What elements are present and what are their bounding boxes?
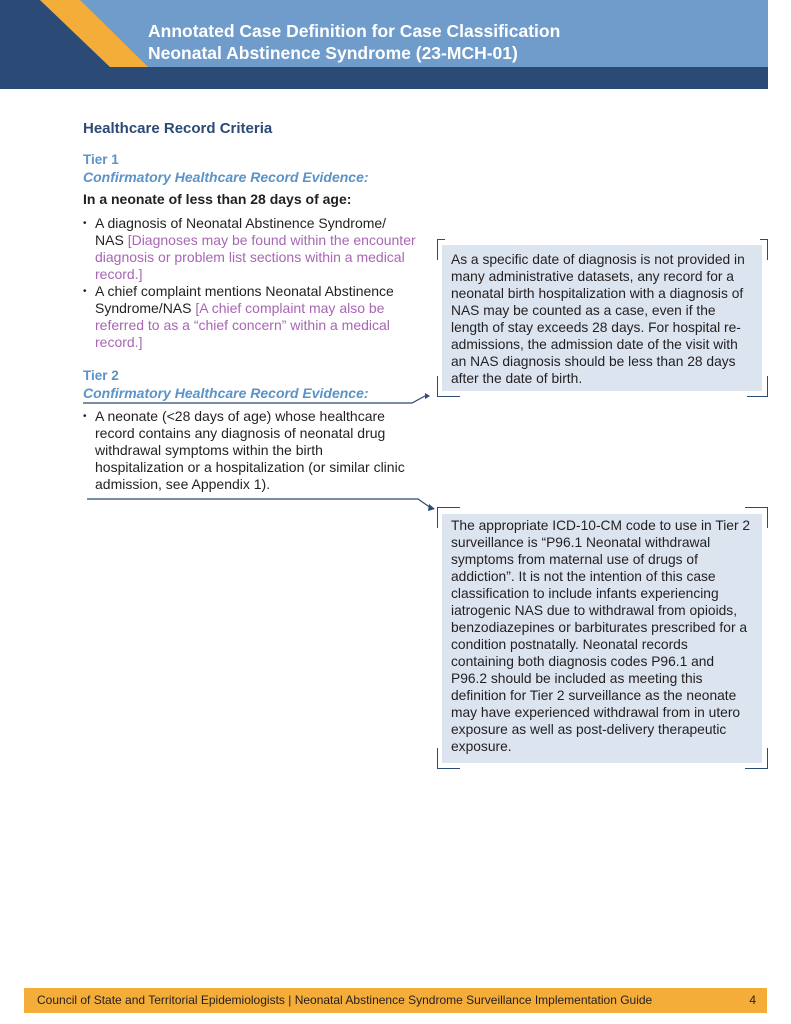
bullet-text: A diagnosis of Neonatal Abstinence Syndrome/ NAS <box>95 215 387 248</box>
bullet-note: [A chief complaint may also be referred to as a “chief concern” within a medical record.] <box>95 300 390 350</box>
connector-line-2 <box>87 499 431 508</box>
bullet-text: A chief complaint mentions Neonatal Abstinence Syndrome/NAS <box>95 283 394 316</box>
tier1-lead: In a neonate of less than 28 days of age: <box>83 191 352 207</box>
tier1-label: Tier 1 <box>83 152 119 167</box>
page-number: 4 <box>749 993 756 1007</box>
connector-arrow-2 <box>428 504 435 511</box>
footer-text: Council of State and Territorial Epidemiologists | Neonatal Abstinence Syndrome Surveillance Implementation Guide <box>37 993 653 1007</box>
connector-line-1 <box>83 396 425 403</box>
bullet-text: A neonate (<28 days of age) whose healthcare record contains any diagnosis of neonatal drug withdrawal symptoms within the birth hospitalization or a hospitalization (or similar clinic admission, see Appendix 1). <box>95 408 405 492</box>
bullet-note: [Diagnoses may be found within the encounter diagnosis or problem list sections within a medical record.] <box>95 232 416 282</box>
tier2-subtitle: Confirmatory Healthcare Record Evidence: <box>83 385 369 401</box>
tier2-label: Tier 2 <box>83 368 119 383</box>
section-title: Healthcare Record Criteria <box>83 120 273 137</box>
callout-box-2 <box>442 514 762 763</box>
document-title-line2: Neonatal Abstinence Syndrome (23-MCH-01) <box>148 43 518 63</box>
page-footer <box>24 988 767 1013</box>
document-title-line1: Annotated Case Definition for Case Classification <box>148 21 561 41</box>
connector-arrow-1 <box>425 393 430 399</box>
tier1-subtitle: Confirmatory Healthcare Record Evidence: <box>83 169 369 185</box>
callout-box-1 <box>442 245 762 391</box>
callout-1-text: As a specific date of diagnosis is not provided in many administrative datasets, any record for a neonatal birth hospitalization with a diagnosis of NAS may be counted as a case, even if the length of stay exceeds 28 days. For hospital re-admissions, the admission date of the visit with an NAS diagnosis should be less than 28 days after the date of birth. <box>451 252 745 386</box>
callout-2-text: The appropriate ICD-10-CM code to use in Tier 2 surveillance is “P96.1 Neonatal withdrawal symptoms from maternal use of drugs of addiction”. It is not the intention of this case classification to include infants experiencing iatrogenic NAS due to withdrawal from opioids, benzodiazepines or barbiturates prescribed for a condition postnatally. Neonatal records containing both diagnosis codes P96.1 and P96.2 should be included as meeting this definition for Tier 2 surveillance as the neonate may have experienced withdrawal from in utero exposure as well as post-delivery therapeutic exposure. <box>451 518 751 754</box>
